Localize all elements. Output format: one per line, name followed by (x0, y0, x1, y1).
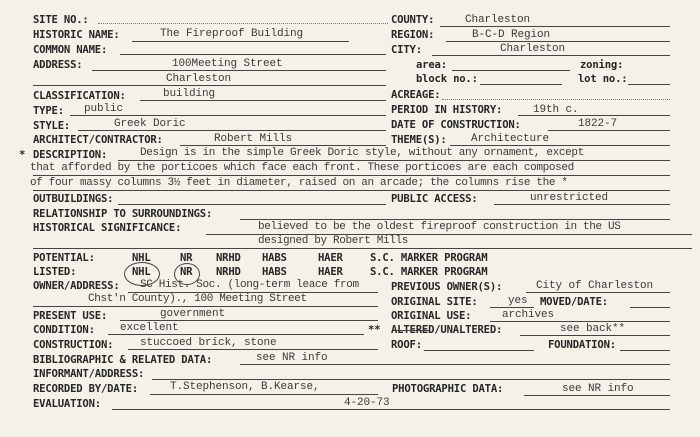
county-label: COUNTY: (391, 14, 435, 26)
county-value: Charleston (465, 14, 531, 26)
double-asterisk: ** (368, 324, 381, 336)
listed-nhl: NHL (132, 266, 151, 278)
description-line3: of four massy columns 3½ feet in diameter, raised on an arcade; the columns rise the * (30, 177, 568, 189)
architect-label: ARCHITECT/CONTRACTOR: (33, 134, 163, 146)
public-access-label: PUBLIC ACCESS: (391, 193, 478, 205)
previous-owner-value: City of Charleston (536, 280, 654, 292)
owner-line2: Chst'n County)., 100 Meeting Street (88, 293, 307, 305)
potential-nhl: NHL (132, 252, 151, 264)
style-value: Greek Doric (114, 118, 186, 130)
theme-value: Architecture (471, 133, 550, 145)
area-line (452, 70, 570, 71)
public-access-line (494, 204, 670, 205)
site-no-line (98, 23, 388, 24)
style-label: STYLE: (33, 120, 71, 132)
original-use-value: archives (502, 309, 555, 321)
type-value: public (84, 103, 124, 115)
common-name-label: COMMON NAME: (33, 44, 108, 56)
lot-line (628, 84, 670, 85)
construction-line (128, 349, 378, 350)
potential-habs: HABS (262, 252, 287, 264)
recorded-label: RECORDED BY/DATE: (33, 383, 139, 395)
region-label: REGION: (391, 29, 435, 41)
city-label: CITY: (391, 44, 422, 56)
description-line2: that afforded by the porticoes which face each front. These porticoes are each composed (30, 162, 574, 174)
architect-line (180, 145, 386, 146)
address-line1 (92, 70, 386, 71)
significance-label: HISTORICAL SIGNIFICANCE: (33, 222, 182, 234)
photographic-value: see NR info (562, 383, 634, 395)
owner-label: OWNER/ADDRESS: (33, 280, 120, 292)
significance-line2: designed by Robert Mills (258, 235, 409, 247)
bibliographic-label: BIBLIOGRAPHIC & RELATED DATA: (33, 354, 213, 366)
bibliographic-value: see NR info (256, 352, 328, 364)
period-value: 19th c. (533, 104, 579, 116)
altered-label: ALTERED/UNALTERED: (391, 324, 503, 336)
public-access-value: unrestricted (530, 192, 609, 204)
listed-sc-marker: S.C. MARKER PROGRAM (370, 266, 488, 278)
informant-line (152, 379, 670, 380)
listed-nr: NR (180, 266, 193, 278)
listed-label: LISTED: (33, 266, 77, 278)
common-name-line (120, 54, 386, 55)
description-label: DESCRIPTION: (33, 149, 108, 161)
description-asterisk: * (19, 149, 26, 161)
recorded-value: T.Stephenson, B.Kearse, (170, 381, 320, 393)
region-line (446, 41, 670, 42)
construction-label: CONSTRUCTION: (33, 339, 114, 351)
previous-owner-line (526, 292, 670, 293)
period-label: PERIOD IN HISTORY: (391, 104, 503, 116)
region-value: B-C-D Region (472, 29, 551, 41)
description-rule3 (33, 190, 670, 191)
listed-nrhd: NRHD (216, 266, 241, 278)
informant-label: INFORMANT/ADDRESS: (33, 368, 145, 380)
original-use-line (490, 321, 670, 322)
city-line (432, 55, 670, 56)
significance-rule2 (33, 248, 692, 249)
present-use-label: PRESENT USE: (33, 310, 108, 322)
listed-habs: HABS (262, 266, 287, 278)
address-line2 (33, 85, 386, 86)
listed-haer: HAER (318, 266, 343, 278)
potential-sc-marker: S.C. MARKER PROGRAM (370, 252, 488, 264)
evaluation-line (112, 409, 670, 410)
condition-line (108, 334, 364, 335)
architect-value: Robert Mills (214, 133, 293, 145)
bibliographic-line (240, 364, 670, 365)
owner-line1: SC Hist. Soc. (long-term leace from (140, 279, 359, 291)
original-site-line (490, 307, 534, 308)
original-site-value: yes (508, 295, 528, 307)
historic-name-line (132, 41, 349, 42)
zoning-label: zoning: (580, 59, 624, 71)
foundation-label: FOUNDATION: (548, 339, 616, 351)
site-no-label: SITE NO.: (33, 14, 89, 26)
roof-label: ROOF: (391, 339, 422, 351)
altered-value: see back** (560, 323, 626, 335)
area-label: area: (416, 59, 447, 71)
photographic-line (524, 395, 670, 396)
date-line (548, 130, 670, 131)
address-label: ADDRESS: (33, 59, 83, 71)
recorded-date-value: 4-20-73 (344, 397, 390, 409)
classification-line (140, 100, 386, 101)
present-use-value: government (160, 308, 226, 320)
relationship-label: RELATIONSHIP TO SURROUNDINGS: (33, 208, 213, 220)
period-line (518, 115, 670, 116)
moved-label: MOVED/DATE: (540, 296, 608, 308)
outbuildings-label: OUTBUILDINGS: (33, 193, 114, 205)
date-label: DATE OF CONSTRUCTION: (391, 119, 521, 131)
moved-line (630, 307, 670, 308)
block-label: block no.: (416, 73, 478, 85)
lot-label: lot no.: (578, 73, 628, 85)
owner-rule2 (33, 306, 378, 307)
theme-label: THEME(S): (391, 134, 447, 146)
altered-strike (395, 330, 429, 331)
classification-label: CLASSIFICATION: (33, 90, 126, 102)
city-value: Charleston (500, 43, 566, 55)
significance-line1: believed to be the oldest fireproof construction in the US (258, 221, 621, 233)
construction-value: stuccoed brick, stone (140, 337, 277, 349)
description-rule2 (33, 175, 670, 176)
classification-value: building (163, 88, 216, 100)
evaluation-label: EVALUATION: (33, 398, 101, 410)
recorded-line (150, 394, 378, 395)
address-line1-value: 100Meeting Street (172, 58, 283, 70)
description-rule1 (118, 160, 670, 161)
acreage-label: ACREAGE: (391, 89, 441, 101)
condition-value: excellent (120, 322, 179, 334)
photographic-label: PHOTOGRAPHIC DATA: (392, 383, 504, 395)
acreage-line (442, 99, 670, 100)
address-line2-value: Charleston (166, 73, 232, 85)
potential-label: POTENTIAL: (33, 252, 95, 264)
roof-line (424, 350, 534, 351)
county-line (440, 26, 670, 27)
potential-nr: NR (180, 252, 193, 264)
potential-nrhd: NRHD (216, 252, 241, 264)
foundation-line (620, 350, 670, 351)
style-line (78, 130, 386, 131)
condition-label: CONDITION: (33, 324, 95, 336)
relationship-line (240, 219, 670, 220)
block-line (480, 84, 562, 85)
previous-owner-label: PREVIOUS OWNER(S): (391, 281, 503, 293)
type-line (70, 115, 386, 116)
potential-haer: HAER (318, 252, 343, 264)
theme-line (450, 145, 670, 146)
outbuildings-line (118, 204, 386, 205)
date-value: 1822-7 (578, 118, 618, 130)
type-label: TYPE: (33, 105, 64, 117)
original-site-label: ORIGINAL SITE: (391, 296, 478, 308)
original-use-label: ORIGINAL USE: (391, 310, 472, 322)
altered-line (520, 335, 670, 336)
present-use-line (120, 320, 378, 321)
description-line1: Design is in the simple Greek Doric style, without any ornament, except (140, 147, 584, 159)
historic-name-label: HISTORIC NAME: (33, 29, 120, 41)
historic-name-value: The Fireproof Building (160, 28, 304, 40)
